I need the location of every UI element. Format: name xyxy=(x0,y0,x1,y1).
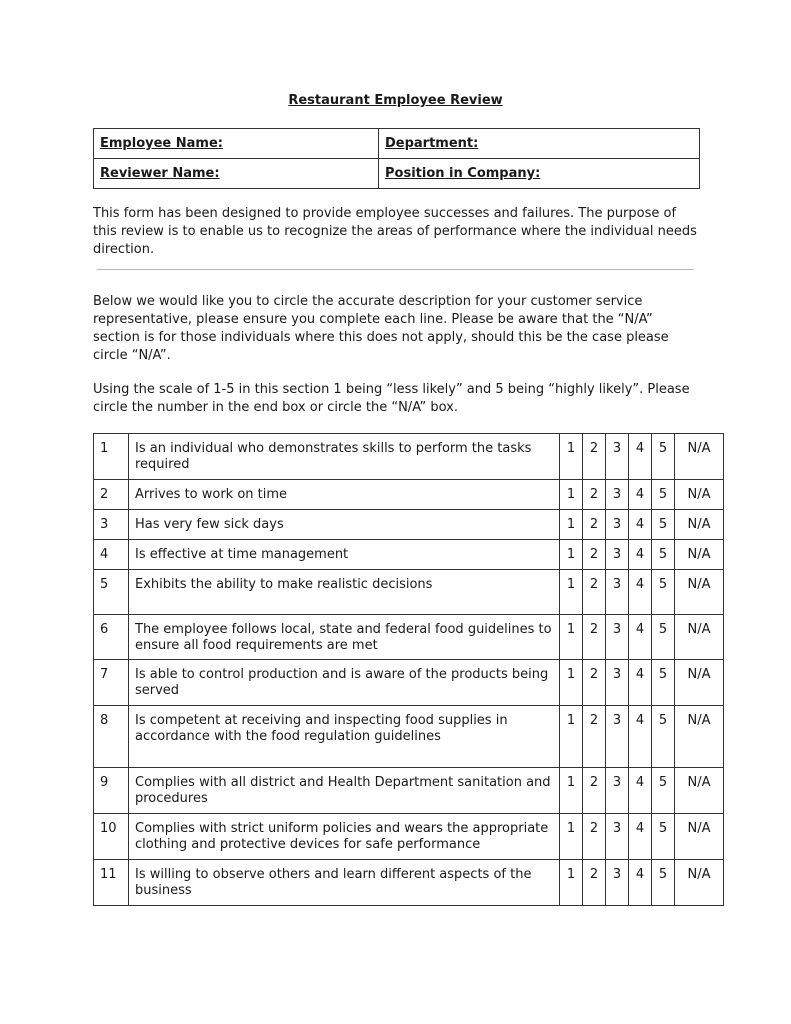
rating-option-3[interactable]: 3 xyxy=(606,540,629,570)
rating-option-5[interactable]: 5 xyxy=(652,814,675,860)
rating-option-3[interactable]: 3 xyxy=(606,814,629,860)
rating-option-3[interactable]: 3 xyxy=(606,615,629,660)
rating-option-1[interactable]: 1 xyxy=(560,480,583,510)
rating-option-4[interactable]: 4 xyxy=(629,615,652,660)
item-text: Arrives to work on time xyxy=(129,480,560,510)
rating-option-na[interactable]: N/A xyxy=(675,660,724,706)
item-number: 6 xyxy=(94,615,129,660)
table-row xyxy=(94,570,724,615)
rating-option-5[interactable]: 5 xyxy=(652,706,675,768)
item-number: 9 xyxy=(94,768,129,814)
intro-paragraph: This form has been designed to provide employee successes and failures. The purpose of this review is to enable us to recognize the areas of performance where the individual needs direction. xyxy=(93,206,697,257)
rating-option-na[interactable]: N/A xyxy=(675,706,724,768)
rating-option-4[interactable]: 4 xyxy=(629,540,652,570)
rating-option-1[interactable]: 1 xyxy=(560,768,583,814)
rating-option-3[interactable]: 3 xyxy=(606,570,629,615)
reviewer-name-field[interactable]: Reviewer Name: xyxy=(94,159,379,189)
rating-option-3[interactable]: 3 xyxy=(606,768,629,814)
rating-option-na[interactable]: N/A xyxy=(675,540,724,570)
rating-option-5[interactable]: 5 xyxy=(652,434,675,480)
rating-option-2[interactable]: 2 xyxy=(583,615,606,660)
rating-option-2[interactable]: 2 xyxy=(583,510,606,540)
table-row xyxy=(94,768,724,814)
item-text: Is able to control production and is aware of the products being served xyxy=(129,660,560,706)
rating-option-5[interactable]: 5 xyxy=(652,540,675,570)
instructions-paragraph: Below we would like you to circle the accurate description for your customer service representative, please ensure you complete each line. Please be aware that the “N/A” section is for those individuals where this does not apply, should this be the case please circle “N/A”. xyxy=(93,294,669,363)
rating-option-5[interactable]: 5 xyxy=(652,615,675,660)
rating-option-4[interactable]: 4 xyxy=(629,768,652,814)
item-text: Complies with strict uniform policies and wears the appropriate clothing and protective devices for safe performance xyxy=(129,814,560,860)
item-number: 3 xyxy=(94,510,129,540)
rating-option-na[interactable]: N/A xyxy=(675,510,724,540)
position-field[interactable]: Position in Company: xyxy=(379,159,700,189)
item-number: 11 xyxy=(94,860,129,906)
rating-option-na[interactable]: N/A xyxy=(675,570,724,615)
item-text: Is effective at time management xyxy=(129,540,560,570)
rating-option-2[interactable]: 2 xyxy=(583,814,606,860)
rating-option-5[interactable]: 5 xyxy=(652,860,675,906)
rating-option-1[interactable]: 1 xyxy=(560,860,583,906)
rating-option-na[interactable]: N/A xyxy=(675,814,724,860)
item-text: Exhibits the ability to make realistic decisions xyxy=(129,570,560,615)
item-number: 2 xyxy=(94,480,129,510)
rating-option-2[interactable]: 2 xyxy=(583,660,606,706)
rating-option-2[interactable]: 2 xyxy=(583,706,606,768)
rating-option-1[interactable]: 1 xyxy=(560,570,583,615)
rating-option-4[interactable]: 4 xyxy=(629,480,652,510)
rating-option-2[interactable]: 2 xyxy=(583,768,606,814)
item-text: Has very few sick days xyxy=(129,510,560,540)
form-title: Restaurant Employee Review xyxy=(288,93,503,108)
rating-option-1[interactable]: 1 xyxy=(560,540,583,570)
rating-option-4[interactable]: 4 xyxy=(629,660,652,706)
department-field[interactable]: Department: xyxy=(379,129,700,159)
rating-option-3[interactable]: 3 xyxy=(606,860,629,906)
rating-option-5[interactable]: 5 xyxy=(652,510,675,540)
item-number: 7 xyxy=(94,660,129,706)
item-number: 8 xyxy=(94,706,129,768)
rating-option-2[interactable]: 2 xyxy=(583,434,606,480)
rating-option-5[interactable]: 5 xyxy=(652,570,675,615)
table-row xyxy=(94,480,724,510)
item-number: 4 xyxy=(94,540,129,570)
rating-option-na[interactable]: N/A xyxy=(675,480,724,510)
rating-option-3[interactable]: 3 xyxy=(606,510,629,540)
divider xyxy=(97,269,694,270)
table-row xyxy=(94,814,724,860)
table-row xyxy=(94,540,724,570)
rating-option-3[interactable]: 3 xyxy=(606,434,629,480)
rating-option-1[interactable]: 1 xyxy=(560,660,583,706)
rating-option-5[interactable]: 5 xyxy=(652,480,675,510)
rating-option-4[interactable]: 4 xyxy=(629,814,652,860)
rating-option-na[interactable]: N/A xyxy=(675,434,724,480)
rating-option-5[interactable]: 5 xyxy=(652,768,675,814)
rating-option-2[interactable]: 2 xyxy=(583,570,606,615)
table-row xyxy=(94,510,724,540)
item-text: Is willing to observe others and learn different aspects of the business xyxy=(129,860,560,906)
table-row xyxy=(94,860,724,906)
rating-option-3[interactable]: 3 xyxy=(606,660,629,706)
table-row xyxy=(94,615,724,660)
rating-option-3[interactable]: 3 xyxy=(606,706,629,768)
rating-option-1[interactable]: 1 xyxy=(560,814,583,860)
item-text: Is competent at receiving and inspecting food supplies in accordance with the food regulation guidelines xyxy=(129,706,560,768)
rating-option-1[interactable]: 1 xyxy=(560,434,583,480)
rating-option-2[interactable]: 2 xyxy=(583,540,606,570)
rating-option-4[interactable]: 4 xyxy=(629,860,652,906)
table-row xyxy=(94,660,724,706)
table-row xyxy=(94,706,724,768)
item-number: 5 xyxy=(94,570,129,615)
rating-option-na[interactable]: N/A xyxy=(675,768,724,814)
table-row xyxy=(94,434,724,480)
rating-option-4[interactable]: 4 xyxy=(629,570,652,615)
rating-option-5[interactable]: 5 xyxy=(652,660,675,706)
rating-option-1[interactable]: 1 xyxy=(560,510,583,540)
rating-option-3[interactable]: 3 xyxy=(606,480,629,510)
rating-option-4[interactable]: 4 xyxy=(629,706,652,768)
rating-option-2[interactable]: 2 xyxy=(583,480,606,510)
item-number: 10 xyxy=(94,814,129,860)
item-text: Complies with all district and Health Department sanitation and procedures xyxy=(129,768,560,814)
rating-option-na[interactable]: N/A xyxy=(675,615,724,660)
item-text: The employee follows local, state and federal food guidelines to ensure all food requirements are met xyxy=(129,615,560,660)
rating-option-4[interactable]: 4 xyxy=(629,434,652,480)
rating-option-4[interactable]: 4 xyxy=(629,510,652,540)
item-text: Is an individual who demonstrates skills to perform the tasks required xyxy=(129,434,560,480)
employee-info-table xyxy=(93,128,700,189)
scale-note-paragraph: Using the scale of 1-5 in this section 1 being “less likely” and 5 being “highly likely”. Please circle the number in the end box or circle the “N/A” box. xyxy=(93,382,690,415)
item-number: 1 xyxy=(94,434,129,480)
rating-option-2[interactable]: 2 xyxy=(583,860,606,906)
rating-option-1[interactable]: 1 xyxy=(560,615,583,660)
rating-option-na[interactable]: N/A xyxy=(675,860,724,906)
rating-option-1[interactable]: 1 xyxy=(560,706,583,768)
rating-table xyxy=(93,433,724,906)
employee-name-field[interactable]: Employee Name: xyxy=(94,129,379,159)
